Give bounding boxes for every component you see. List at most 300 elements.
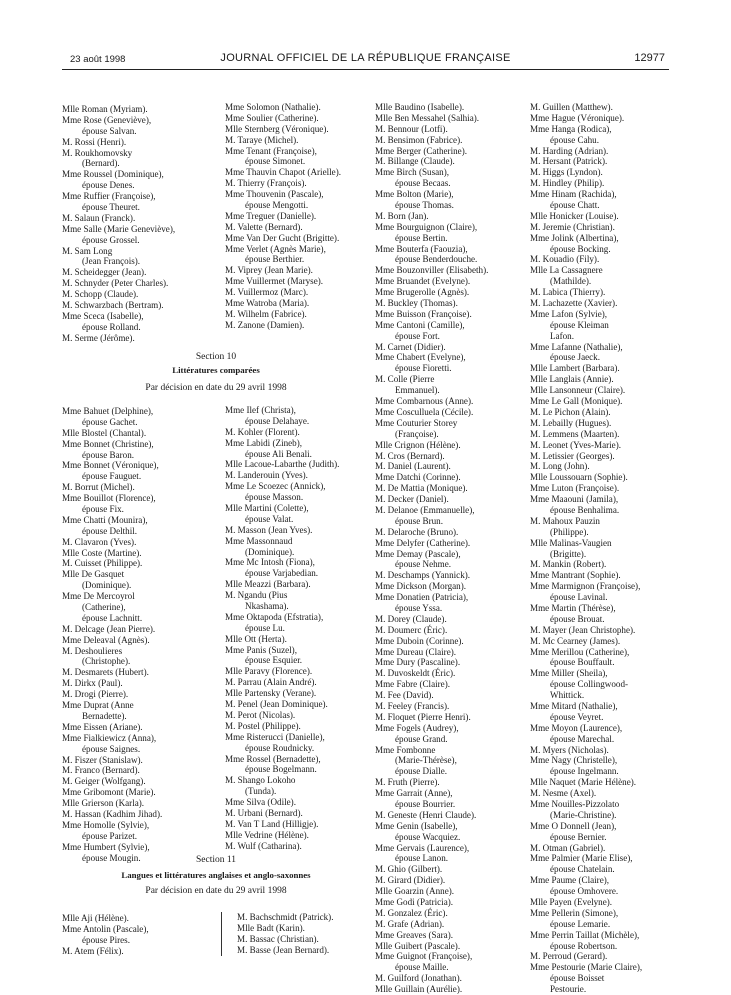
name-entry: Mme Eissen (Ariane). (62, 721, 143, 732)
name-entry: Mme Donatien (Patricia), (375, 592, 469, 603)
name-entry: M. Jeremie (Christian). (530, 221, 615, 232)
name-entry: M. Perot (Nicolas). (225, 709, 296, 720)
name-entry: épouse Denes. (82, 180, 135, 191)
name-entry: M. Kouadio (Fily). (530, 254, 600, 265)
name-entry: épouse Grand. (395, 733, 448, 744)
section-11-heading: Section 11 (195, 855, 237, 865)
name-entry: M. Myers (Nicholas). (530, 744, 609, 755)
name-entry: Mme Verlet (Agnès Marie), (225, 243, 326, 254)
name-entry: M. Fee (David). (375, 690, 434, 701)
name-entry: (Christophe). (82, 656, 131, 667)
name-entry: M. Postel (Philippe). (225, 720, 301, 731)
name-entry: Mlle Lansonneur (Claire). (530, 385, 626, 396)
name-entry: Mlle Guibert (Pascale). (375, 940, 461, 951)
name-entry: épouse Cahu. (550, 134, 599, 145)
section-10-title: Littératures comparées (172, 365, 260, 375)
section-11-title: Langues et littératures anglaises et anglo-saxonnes (121, 870, 311, 880)
name-entry: Mme Hinam (Rachida), (530, 189, 617, 200)
name-entry: épouse Collingwood- (550, 679, 629, 690)
name-entry: Mme Rossel (Bernadette), (225, 753, 321, 764)
name-entry: épouse Marechal. (550, 733, 615, 744)
name-entry: M. Duvoskeldt (Éric). (375, 668, 456, 679)
name-entry: Mme Maaouni (Jamila), (530, 494, 619, 505)
name-entry: Mme Martin (Thérèse), (530, 602, 616, 613)
name-entry: M. Ngandu (Pius (225, 590, 288, 601)
name-entry: Mme Labidi (Zineb), (225, 437, 303, 448)
name-entry: M. Mankin (Robert). (530, 559, 607, 570)
name-entry: M. Dorey (Claude). (375, 613, 447, 624)
name-entry: M. Colle (Pierre (375, 374, 435, 385)
name-entry: M. Sam Long (62, 245, 113, 256)
name-entry: Mme Bolton (Marie), (375, 189, 454, 200)
name-entry: M. Kohler (Florent). (225, 426, 300, 437)
name-entry: Mme Pellerin (Simone), (530, 907, 619, 918)
name-entry: Mme De Mercoyrol (62, 591, 135, 602)
name-entry: Mlle La Cassagnere (530, 265, 603, 276)
name-entry: Mme Bonnet (Véronique), (62, 460, 159, 471)
name-entry: Mme Chatti (Mounira), (62, 514, 148, 525)
name-entry: épouse Veyret. (550, 711, 604, 722)
name-entry: M. Schwarzbach (Bertram). (62, 300, 164, 311)
name-entry: épouse Ingelmann. (550, 766, 619, 777)
name-entry: épouse Benhalima. (550, 504, 620, 515)
name-entry: M. De Mattia (Monique). (375, 483, 468, 494)
name-entry: M. Desmarets (Hubert). (62, 667, 149, 678)
page-header (0, 52, 731, 68)
name-entry: épouse Wacquiez. (395, 831, 461, 842)
name-entry: Mme Soulier (Catherine). (225, 112, 319, 123)
name-entry: Mlle Guillain (Aurélie). (375, 984, 463, 995)
header-rule (62, 69, 669, 70)
name-entry: Mlle Lambert (Barbara). (530, 363, 620, 374)
name-entry: Mlle Goarzin (Anne). (375, 886, 455, 897)
name-entry: M. Geiger (Wolfgang). (62, 776, 146, 787)
name-entry: Mme Datchi (Corinne). (375, 472, 461, 483)
name-entry: M. Delanoe (Emmanuelle), (375, 504, 475, 515)
name-entry: Mlle Blostel (Chantal). (62, 427, 147, 438)
name-entry: épouse Dialle. (395, 766, 448, 777)
name-entry: M. Perroud (Gerard). (530, 951, 608, 962)
name-entry: épouse Salvan. (82, 125, 137, 136)
name-entry: M. Basse (Jean Bernard). (237, 944, 330, 955)
name-entry: Mlle Malinas-Vaugien (530, 537, 612, 548)
name-entry: Mme Risterucci (Danielle), (225, 731, 325, 742)
name-entry: Mme Godi (Patricia). (375, 897, 454, 908)
name-entry: épouse Ali Benali. (245, 448, 312, 459)
name-entry: M. Carnet (Didier). (375, 341, 446, 352)
name-entry: Mlle Ben Messahel (Salhia). (375, 112, 480, 123)
name-entry: épouse Omhovere. (550, 886, 619, 897)
name-entry: Mlle Martini (Colette), (225, 503, 309, 514)
name-entry: M. Valette (Bernard). (225, 221, 303, 232)
name-entry: Lafon. (550, 330, 574, 341)
name-entry: épouse Delahaye. (245, 415, 310, 426)
name-entry: Mme Antolin (Pascale), (62, 923, 149, 934)
name-entry: M. Gonzalez (Éric). (375, 907, 448, 918)
name-entry: Mme Moyon (Laurence), (530, 722, 623, 733)
name-entry: Mme Bruandet (Evelyne). (375, 276, 471, 287)
name-entry: Mlle Aji (Hélène). (62, 913, 129, 923)
name-entry: épouse Masson. (245, 492, 304, 503)
name-entry: Mme Bahuet (Delphine), (62, 406, 154, 416)
name-entry: épouse Jaeck. (550, 352, 600, 363)
name-entry: Mme Rose (Geneviève), (62, 114, 152, 125)
name-entry: Pestourie. (550, 984, 587, 995)
name-entry: M. Doumerc (Éric). (375, 624, 448, 635)
name-entry: Mme Merillou (Catherine), (530, 646, 630, 657)
name-entry: épouse Lavinal. (550, 592, 608, 603)
name-entry: Mme Dickson (Morgan). (375, 581, 467, 592)
name-entry: (Dominique). (82, 580, 132, 591)
header-date: 23 août 1998 (70, 54, 126, 65)
name-entry: M. Lebailly (Hugues). (530, 417, 612, 428)
name-entry: M. Harding (Adrian). (530, 145, 609, 156)
name-entry: Bernadette). (82, 710, 127, 721)
column-divider (221, 912, 222, 956)
name-entry: Mme Gribomont (Marie). (62, 787, 156, 798)
name-entry: (Jean François). (82, 256, 141, 267)
name-entry: M. Rossi (Henri). (62, 136, 127, 147)
name-entry: M. Schopp (Claude). (62, 289, 139, 300)
name-entry: épouse Esquier. (245, 655, 303, 666)
name-entry: épouse Brun. (395, 515, 443, 526)
name-entry: Mme Fabre (Claire). (375, 679, 450, 690)
name-entry: Mlle Grierson (Karla). (62, 798, 145, 809)
name-entry: (Tunda). (245, 786, 277, 797)
name-entry: M. Cuisset (Philippe). (62, 558, 143, 569)
name-entry: épouse Bernier. (550, 831, 607, 842)
name-entry: Mlle Baudino (Isabelle). (375, 102, 465, 112)
name-entry: M. Daniel (Laurent). (375, 461, 451, 472)
name-entry: M. Salaun (Franck). (62, 212, 136, 223)
name-entry: M. Born (Jan). (375, 210, 429, 221)
name-entry: Mme Palmier (Marie Elise), (530, 853, 633, 864)
name-entry: M. Drogi (Pierre). (62, 689, 129, 700)
name-entry: épouse Baron. (82, 449, 135, 460)
journal-title: JOURNAL OFFICIEL DE LA RÉPUBLIQUE FRANÇAISE (220, 52, 511, 64)
name-entry: Mme Van Der Gucht (Brigitte). (225, 232, 340, 243)
name-entry: épouse Fauguet. (82, 471, 142, 482)
name-entry: épouse Varjabedian. (245, 568, 319, 579)
name-entry: M. Deshoulieres (62, 645, 123, 656)
name-entry: (Bernard). (82, 158, 120, 169)
section-11-header (62, 852, 370, 896)
name-entry: Mme Bouterfa (Faouzia), (375, 243, 468, 254)
name-entry: Mme Lafanne (Nathalie), (530, 341, 623, 352)
name-entry: Mme Fogels (Audrey), (375, 722, 459, 733)
name-entry: Mme Hanga (Rodica), (530, 123, 612, 134)
name-entry: épouse Gachet. (82, 416, 138, 427)
name-entry: épouse Valat. (245, 513, 294, 524)
name-entry: épouse Bourrier. (395, 799, 456, 809)
name-entry: Mme Mantrant (Sophie). (530, 570, 621, 581)
name-entry: (Marie-Thérèse), (395, 755, 457, 766)
name-entry: Mme Ilef (Christa), (225, 405, 296, 415)
name-entry: M. Dirkx (Paul). (62, 678, 123, 689)
name-entry: épouse Simonet. (245, 156, 306, 167)
name-entry: Mme Treguer (Danielle). (225, 210, 317, 221)
col2-top-list (225, 102, 370, 331)
name-entry: M. Taraye (Michel). (225, 134, 299, 145)
name-entry: M. Borrut (Michel). (62, 482, 135, 493)
name-entry: M. Urbani (Bernard). (225, 807, 303, 818)
section-10-header (62, 352, 370, 393)
name-entry: M. Vuillermoz (Marc). (225, 287, 309, 298)
name-entry: épouse Mougin. (82, 852, 141, 863)
name-entry: Mme Genin (Isabelle), (375, 820, 458, 831)
name-entry: Mme Dury (Pascaline). (375, 657, 461, 668)
section-11-decision: Par décision en date du 29 avril 1998 (145, 886, 287, 896)
name-entry: épouse Thomas. (395, 200, 454, 211)
name-entry: Mme Vuillermet (Maryse). (225, 276, 324, 287)
name-entry: Mme Mitard (Nathalie), (530, 700, 618, 711)
name-entry: M. Buckley (Thomas). (375, 298, 458, 309)
name-entry: Mme Birch (Susan), (375, 167, 450, 178)
name-entry: épouse Bertin. (395, 232, 448, 243)
name-entry: M. Girard (Didier). (375, 875, 446, 886)
name-entry: M. Labica (Thierry). (530, 287, 606, 298)
name-entry: Mlle Coste (Martine). (62, 547, 142, 558)
name-entry: M. Franco (Bernard). (62, 765, 140, 776)
name-entry: Mlle Naquet (Marie Hélène). (530, 777, 637, 788)
name-entry: M. Delaroche (Bruno). (375, 526, 459, 537)
name-entry: Mme Duboin (Corinne). (375, 635, 464, 646)
name-entry: Mlle Badt (Karin). (237, 922, 305, 933)
name-entry: épouse Bouffault. (550, 657, 615, 668)
col3-list (375, 102, 525, 995)
name-entry: Mme Bonnet (Christine), (62, 438, 154, 449)
name-entry: Mme Buisson (Françoise). (375, 308, 472, 319)
name-entry: Mme Garrait (Anne), (375, 788, 453, 799)
name-entry: (Mathilde). (550, 276, 592, 287)
name-entry: Mme Salle (Marie Geneviève), (62, 223, 176, 234)
name-entry: Mlle Roman (Myriam). (62, 104, 148, 114)
name-entry: Nkashama). (245, 601, 289, 612)
name-entry: (Dominique). (245, 546, 295, 557)
name-entry: Mme Lafon (Sylvie), (530, 308, 608, 319)
name-entry: Mme Fialkiewicz (Anna), (62, 732, 157, 743)
name-entry: M. Scheidegger (Jean). (62, 267, 147, 278)
name-entry: M. Floquet (Pierre Henri). (375, 711, 471, 722)
col1-top-list (62, 104, 212, 344)
name-entry: M. Atem (Félix). (62, 945, 124, 956)
name-entry: épouse Kleiman (550, 319, 609, 330)
page-number: 12977 (634, 52, 665, 64)
name-entry: Mme Greaves (Sara). (375, 929, 454, 940)
name-entry: Mme Berger (Catherine). (375, 145, 467, 156)
name-entry: M. Bensimon (Fabrice). (375, 134, 463, 145)
name-entry: (Brigitte). (550, 548, 587, 559)
name-entry: Mlle Partensky (Verane). (225, 688, 317, 699)
name-entry: Mme Cosculluela (Cécile). (375, 406, 474, 417)
name-entry: Mme Sceca (Isabelle), (62, 310, 144, 321)
name-entry: épouse Lu. (245, 622, 285, 633)
name-entry: M. Geneste (Henri Claude). (375, 809, 477, 820)
name-entry: Mme Thauvin Chapot (Arielle). (225, 167, 342, 178)
name-entry: épouse Roudnicky. (245, 742, 315, 753)
name-entry: M. Schnyder (Peter Charles). (62, 278, 169, 289)
col1-s11-list (62, 913, 212, 957)
name-entry: M. Hassan (Kadhim Jihad). (62, 808, 163, 819)
name-entry: Mme Oktapoda (Efstratia), (225, 611, 324, 622)
name-entry: épouse Robertson. (550, 940, 618, 951)
name-entry: épouse Berthier. (245, 254, 305, 265)
name-entry: M. Penel (Jean Dominique). (225, 699, 328, 710)
name-entry: M. Guilford (Jonathan). (375, 973, 462, 984)
name-entry: M. Le Pichon (Alain). (530, 406, 611, 417)
name-entry: M. Mc Cearney (James). (530, 635, 621, 646)
name-entry: M. Zanone (Damien). (225, 319, 305, 330)
name-entry: M. Shango Lokoho (225, 775, 296, 786)
name-entry: Mme Dureau (Claire). (375, 646, 457, 657)
name-entry: Whittick. (550, 690, 585, 701)
name-entry: Mme Roussel (Dominique), (62, 169, 164, 180)
section-10-heading: Section 10 (195, 352, 237, 362)
section-10-decision: Par décision en date du 29 avril 1998 (145, 383, 287, 393)
name-entry: M. Delcage (Jean Pierre). (62, 623, 156, 634)
name-entry: Mlle Loussouarn (Sophie). (530, 472, 628, 483)
name-entry: épouse Lanon. (395, 853, 449, 864)
name-entry: Mme Le Scoezec (Annick), (225, 481, 326, 492)
name-entry: Mlle De Gasquet (62, 569, 125, 580)
name-entry: M. Bachschmidt (Patrick). (237, 912, 334, 922)
name-entry: (Philippe). (550, 526, 589, 537)
name-entry: épouse Bocking. (550, 243, 611, 254)
name-entry: M. Masson (Jean Yves). (225, 524, 313, 535)
name-entry: M. Nesme (Axel). (530, 788, 597, 799)
name-entry: M. Otman (Gabriel). (530, 842, 606, 853)
name-entry: Mme Cantoni (Camille), (375, 319, 465, 330)
name-entry: Mme Deleaval (Agnès). (62, 634, 150, 645)
name-entry: (Françoise). (395, 428, 439, 439)
name-entry: Mme Homolle (Sylvie), (62, 819, 150, 830)
name-entry: épouse Parizet. (82, 830, 138, 841)
name-entry: épouse Nehme. (395, 559, 452, 570)
name-entry: Mme Panis (Suzel), (225, 644, 297, 655)
name-entry: Mme Nouilles-Pizzolato (530, 799, 620, 809)
name-entry: Emmanuel). (395, 385, 440, 396)
name-entry: M. Grafe (Adrian). (375, 918, 445, 929)
name-entry: Mme Watroba (Maria). (225, 298, 310, 309)
name-entry: Mme Humbert (Sylvie), (62, 841, 150, 852)
name-entry: épouse Fioretti. (395, 363, 452, 374)
name-entry: Mme Marmignon (Françoise), (530, 581, 641, 592)
name-entry: Mme Demay (Pascale), (375, 548, 461, 559)
name-entry: Mme Duprat (Anne (62, 700, 134, 711)
name-entry: Mme Chabert (Evelyne), (375, 352, 466, 363)
name-entry: épouse Delthil. (82, 525, 138, 536)
name-entry: Mlle Crignon (Hélène). (375, 439, 461, 450)
name-entry: Mme Couturier Storey (375, 417, 458, 428)
name-entry: épouse Chatt. (550, 200, 600, 211)
name-entry: M. Lemmens (Maarten). (530, 428, 620, 439)
name-entry: M. Fruth (Pierre). (375, 777, 440, 788)
name-entry: Mme Bourguignon (Claire), (375, 221, 478, 232)
name-entry: M. Landerouin (Yves). (225, 470, 308, 481)
name-entry: M. Decker (Daniel). (375, 494, 449, 505)
name-entry: Mme Fombonne (375, 744, 436, 755)
name-entry: Mme Ruffier (Françoise), (62, 191, 156, 202)
col2-s11-list (237, 912, 382, 956)
name-entry: épouse Grossel. (82, 234, 140, 245)
name-entry: Mme Bouillot (Florence), (62, 493, 156, 504)
name-entry: Mme Jolink (Albertina), (530, 232, 619, 243)
name-entry: épouse Benderdouche. (395, 254, 478, 265)
name-entry: Mme Delyfer (Catherine). (375, 537, 471, 548)
name-entry: Mme Massonnaud (225, 535, 293, 546)
name-entry: épouse Saignes. (82, 743, 141, 754)
name-entry: Mme Brugerolle (Agnès). (375, 287, 470, 298)
name-entry: M. Billange (Claude). (375, 156, 455, 167)
name-entry: M. Long (John). (530, 461, 590, 472)
col2-s10-list (225, 405, 370, 852)
name-entry: Mme Perrin Taillat (Michèle), (530, 929, 640, 940)
name-entry: Mlle Vedrine (Hélène). (225, 829, 309, 840)
name-entry: M. Bennour (Lotfi). (375, 123, 448, 134)
name-entry: épouse Lemarie. (550, 918, 611, 929)
name-entry: épouse Yssa. (395, 602, 443, 613)
name-entry: Mme Mc Intosh (Fiona), (225, 557, 315, 568)
name-entry: M. Thierry (François). (225, 178, 307, 189)
name-entry: Mme Le Gall (Monique). (530, 396, 623, 407)
name-entry: Mlle Langlais (Annie). (530, 374, 614, 385)
name-entry: M. Parrau (Alain André). (225, 677, 317, 688)
name-entry: Mme Combarnous (Anne). (375, 396, 474, 407)
name-entry: épouse Mengotti. (245, 200, 309, 211)
name-entry: Mlle Paravy (Florence). (225, 666, 313, 677)
name-entry: épouse Maille. (395, 962, 449, 973)
name-entry: M. Hindley (Philip). (530, 178, 605, 189)
name-entry: Mme Thouvenin (Pascale), (225, 189, 324, 200)
name-entry: (Catherine), (82, 602, 126, 613)
name-entry: M. Viprey (Jean Marie). (225, 265, 313, 276)
name-entry: Mme Miller (Sheila), (530, 668, 608, 679)
name-entry: Mlle Ott (Herta). (225, 633, 287, 644)
name-entry: épouse Boisset (550, 973, 605, 984)
name-entry: Mlle Honicker (Louise). (530, 210, 619, 221)
name-entry: M. Van T Land (Hilligje). (225, 818, 319, 829)
name-entry: Mlle Sternberg (Véronique). (225, 123, 329, 134)
name-entry: Mme Paume (Claire), (530, 875, 610, 886)
col4-list (530, 102, 690, 995)
name-entry: Mlle Lacoue-Labarthe (Judith). (225, 459, 340, 470)
name-entry: (Marie-Christine). (550, 809, 617, 820)
name-entry: épouse Lachnitt. (82, 612, 143, 623)
name-entry: M. Deschamps (Yannick). (375, 570, 471, 581)
name-entry: M. Bassac (Christian). (237, 933, 319, 944)
name-entry: M. Mahoux Pauzin (530, 515, 600, 526)
name-entry: M. Lachazette (Xavier). (530, 298, 618, 309)
name-entry: épouse Chatelain. (550, 864, 615, 875)
name-entry: M. Fiszer (Stanislaw). (62, 754, 143, 765)
name-entry: Mme Gervais (Laurence), (375, 842, 470, 853)
name-entry: épouse Bogelmann. (245, 764, 317, 775)
name-entry: M. Ghio (Gilbert). (375, 864, 443, 875)
name-entry: M. Serme (Jérôme). (62, 332, 135, 343)
name-entry: Mme Nagy (Christelle), (530, 755, 618, 766)
name-entry: Mme Hague (Véronique). (530, 112, 625, 123)
name-entry: épouse Brouat. (550, 613, 605, 624)
name-entry: M. Leonet (Yves-Marie). (530, 439, 622, 450)
name-entry: épouse Rolland. (82, 321, 141, 332)
col1-s10-list (62, 406, 212, 863)
name-entry: M. Mayer (Jean Christophe). (530, 624, 636, 635)
name-entry: épouse Theuret. (82, 202, 140, 213)
name-entry: épouse Fort. (395, 330, 440, 341)
name-entry: épouse Pires. (82, 934, 130, 945)
name-entry: M. Feeley (Francis). (375, 700, 450, 711)
name-entry: Mlle Payen (Evelyne). (530, 897, 613, 908)
